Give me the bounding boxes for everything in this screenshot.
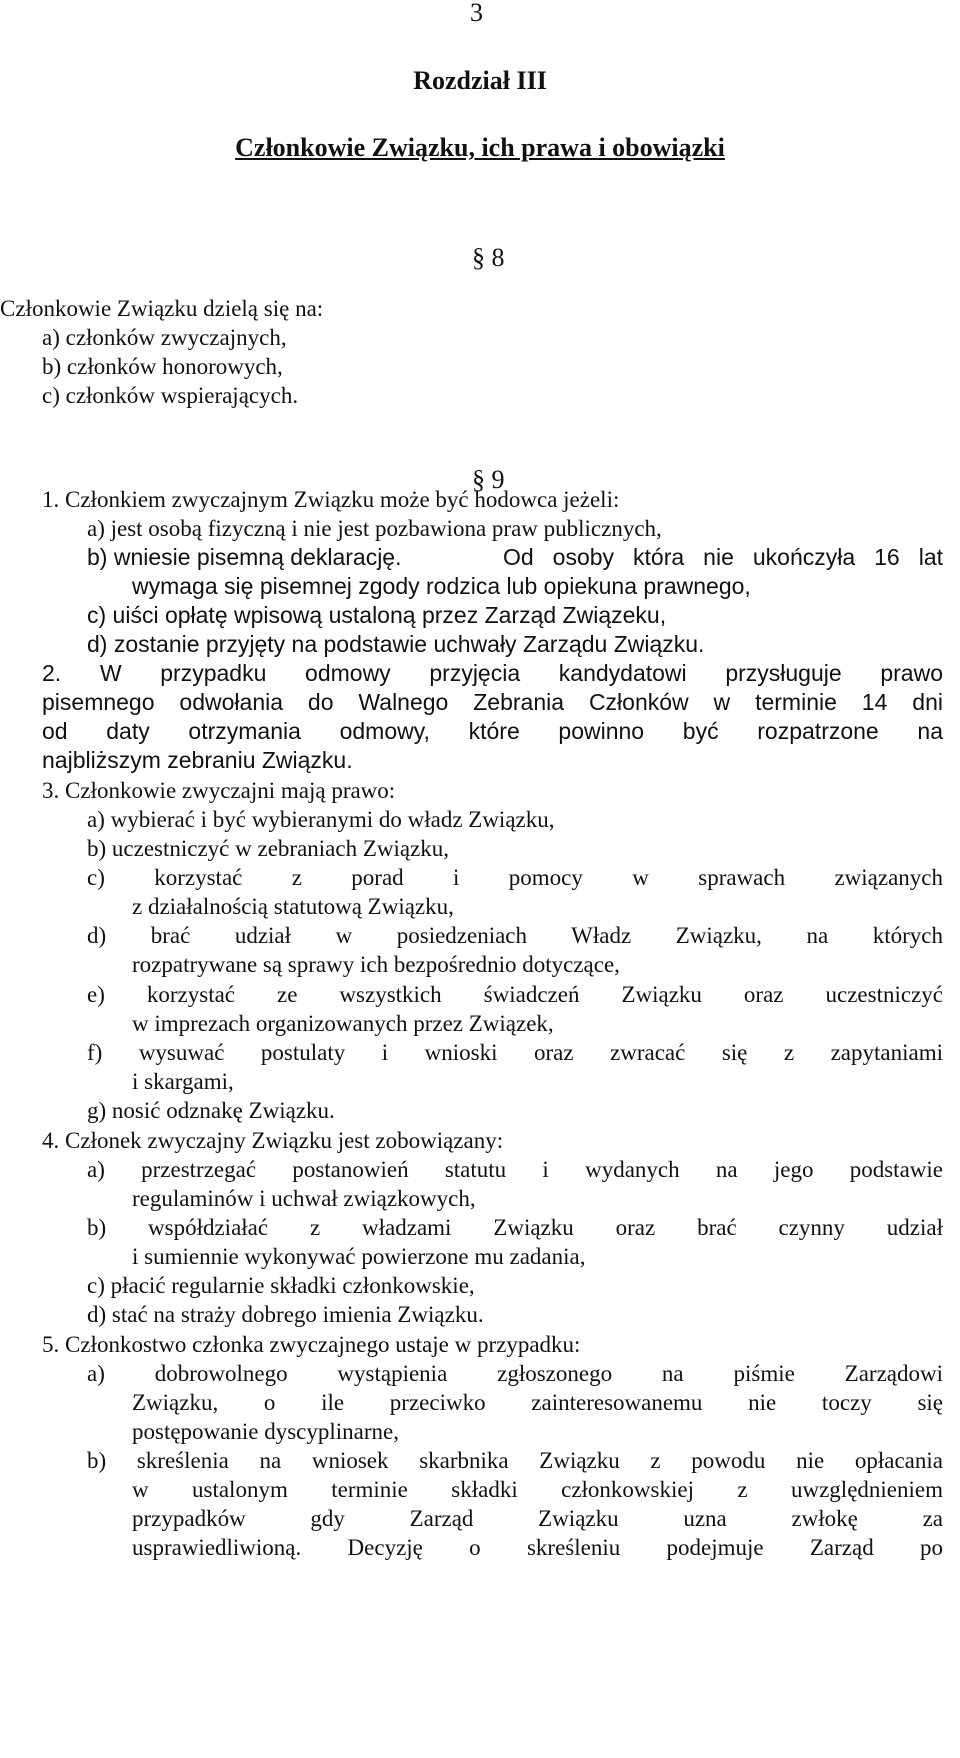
text-line: regulaminów i uchwał związkowych, bbox=[132, 1186, 476, 1211]
page-number: 3 bbox=[470, 0, 483, 27]
text-line: e) korzystać ze wszystkich świadczeń Związku oraz uczestniczyć bbox=[87, 982, 943, 1007]
text-line: i sumiennie wykonywać powierzone mu zadania, bbox=[132, 1244, 586, 1269]
text-line: b) współdziałać z władzami Związku oraz brać czynny udział bbox=[87, 1215, 943, 1240]
text-line: w imprezach organizowanych przez Związek, bbox=[132, 1011, 554, 1036]
text-line: 2. W przypadku odmowy przyjęcia kandydatowi przysługuje prawo bbox=[42, 660, 943, 686]
text-line: przypadków gdy Zarząd Związku uzna zwłokę za bbox=[132, 1506, 943, 1531]
list-item: b) członków honorowych, bbox=[42, 354, 283, 379]
text-line: c) uiści opłatę wpisową ustaloną przez Zarząd Związeku, bbox=[87, 602, 667, 628]
text-line: 1. Członkiem zwyczajnym Związku może być hodowca jeżeli: bbox=[42, 487, 620, 512]
text-line: od daty otrzymania odmowy, które powinno być rozpatrzone na bbox=[42, 718, 943, 744]
text-line: b) wniesie pisemną deklarację. bbox=[87, 544, 402, 570]
text-line: rozpatrywane są sprawy ich bezpośrednio dotyczące, bbox=[132, 952, 620, 977]
list-item: c) członków wspierających. bbox=[42, 383, 299, 408]
chapter-title: Członkowie Związku, ich prawa i obowiązki bbox=[235, 133, 725, 162]
text-line: d) brać udział w posiedzeniach Władz Związku, na których bbox=[87, 923, 943, 948]
text-line: c) korzystać z porad i pomocy w sprawach związanych bbox=[87, 865, 943, 890]
text-line: c) płacić regularnie składki członkowskie, bbox=[87, 1273, 475, 1298]
text-line: 3. Członkowie zwyczajni mają prawo: bbox=[42, 778, 396, 803]
text-line: 5. Członkostwo członka zwyczajnego ustaje w przypadku: bbox=[42, 1332, 581, 1357]
text-line: f) wysuwać postulaty i wnioski oraz zwracać się z zapytaniami bbox=[87, 1040, 943, 1065]
text-line: z działalnością statutową Związku, bbox=[132, 894, 454, 919]
text-line: postępowanie dyscyplinarne, bbox=[132, 1419, 399, 1444]
list-item: a) członków zwyczajnych, bbox=[42, 325, 287, 350]
text-line: najbliższym zebraniu Związku. bbox=[42, 747, 353, 773]
text-line: i skargami, bbox=[132, 1069, 234, 1094]
text-line: usprawiedliwioną. Decyzję o skreśleniu podejmuje Zarząd po bbox=[132, 1535, 943, 1560]
text-line: Związku, o ile przeciwko zainteresowanemu nie toczy się bbox=[132, 1390, 943, 1415]
text-line: g) nosić odznakę Związku. bbox=[87, 1098, 335, 1123]
text-line: w ustalonym terminie składki członkowskiej z uwzględnieniem bbox=[132, 1477, 943, 1502]
text-line: pisemnego odwołania do Walnego Zebrania Członków w terminie 14 dni bbox=[42, 689, 943, 715]
text-line: d) zostanie przyjęty na podstawie uchwały Zarządu Związku. bbox=[87, 631, 705, 657]
text-line: d) stać na straży dobrego imienia Związku. bbox=[87, 1302, 484, 1327]
text-line: b) skreślenia na wniosek skarbnika Związku z powodu nie opłacania bbox=[87, 1448, 943, 1473]
section-heading-8: § 8 bbox=[472, 243, 505, 272]
text-line: a) jest osobą fizyczną i nie jest pozbawiona praw publicznych, bbox=[87, 516, 662, 541]
text-line: a) przestrzegać postanowień statutu i wydanych na jego podstawie bbox=[87, 1157, 943, 1182]
section-8-intro: Członkowie Związku dzielą się na: bbox=[0, 296, 324, 321]
text-line: b) uczestniczyć w zebraniach Związku, bbox=[87, 836, 450, 861]
text-line: 4. Członek zwyczajny Związku jest zobowiązany: bbox=[42, 1128, 504, 1153]
text-line: a) wybierać i być wybieranymi do władz Związku, bbox=[87, 807, 555, 832]
text-line: Od osoby która nie ukończyła 16 lat bbox=[503, 544, 943, 570]
text-line: wymaga się pisemnej zgody rodzica lub opiekuna prawnego, bbox=[132, 573, 751, 599]
chapter-heading: Rozdział III bbox=[413, 66, 547, 95]
section-heading-9: § 9 bbox=[472, 465, 505, 494]
text-line: a) dobrowolnego wystąpienia zgłoszonego na piśmie Zarządowi bbox=[87, 1361, 943, 1386]
